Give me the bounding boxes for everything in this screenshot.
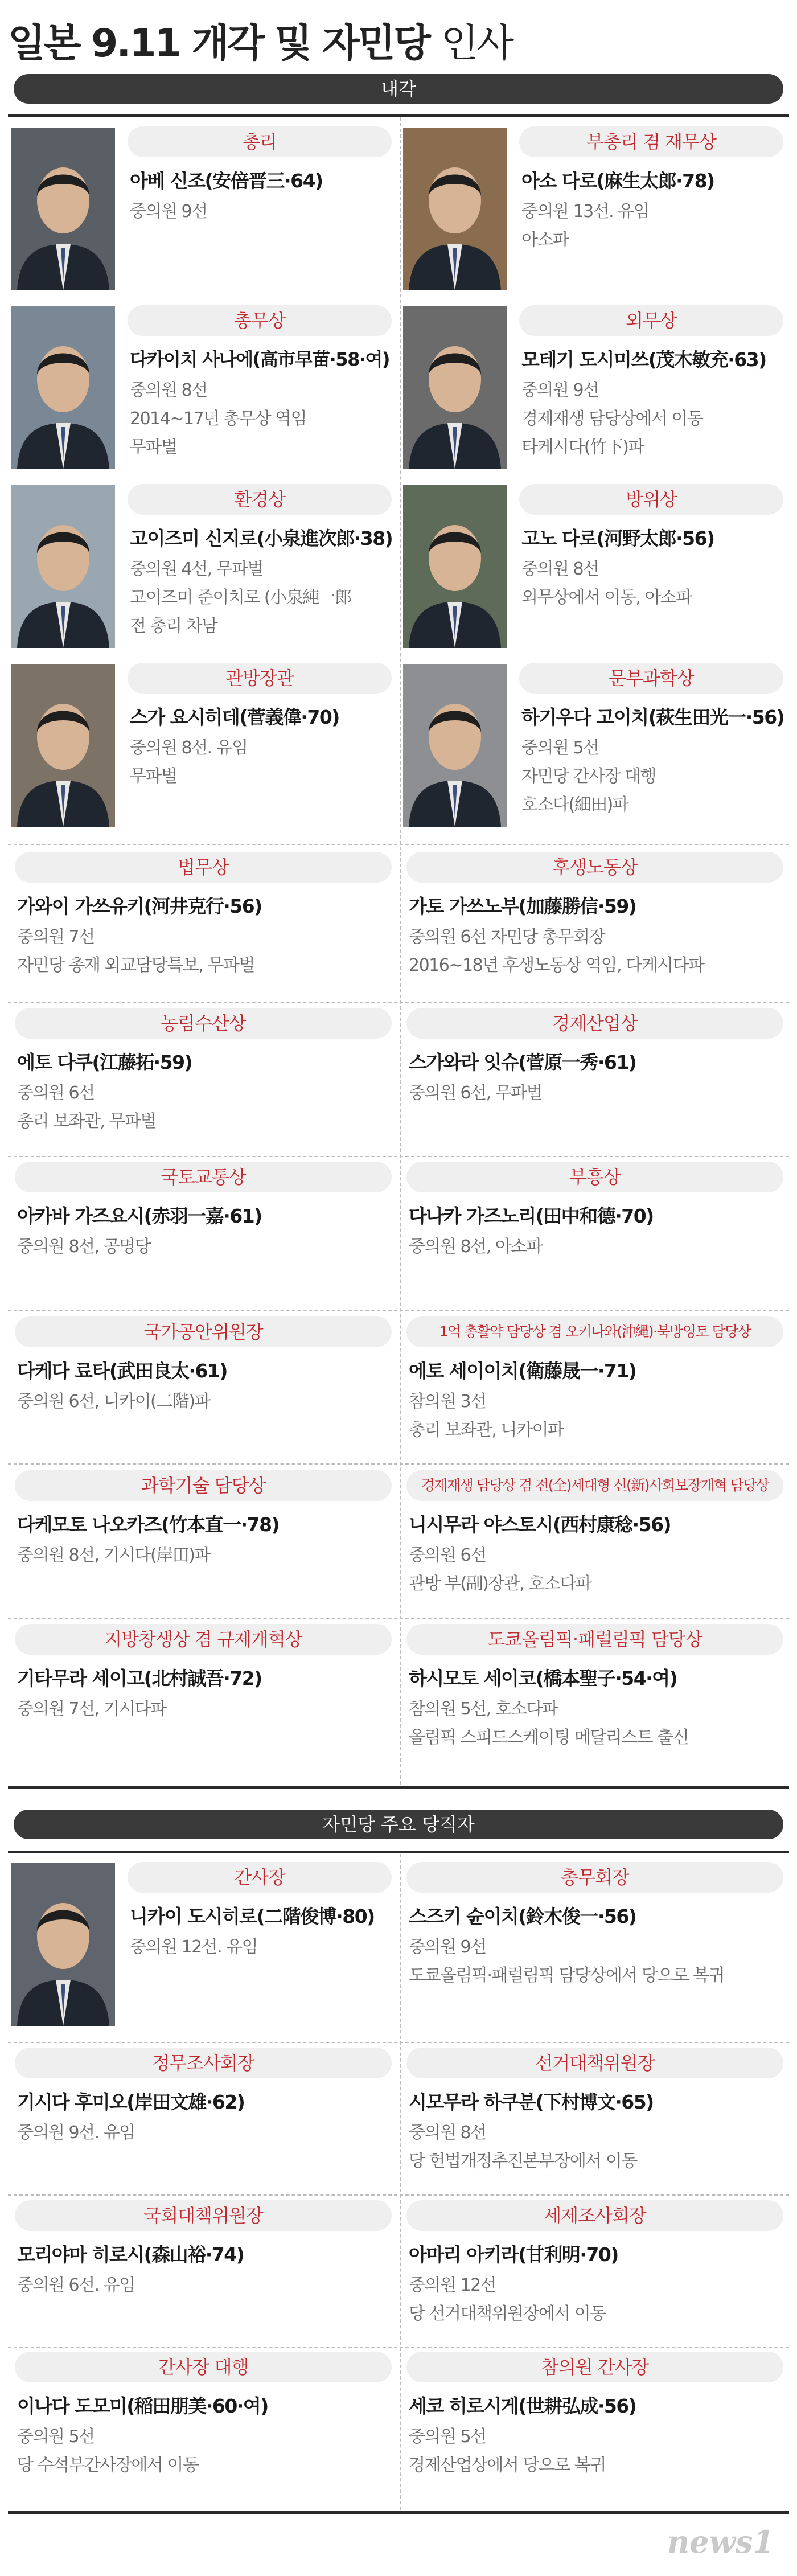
official-name: 하기우다 고이치(萩生田光一·56) (521, 706, 784, 728)
official-detail: 중의원 6선. 유임 (17, 2275, 135, 2295)
official-detail: 중의원 9선. 유임 (17, 2123, 135, 2143)
post-title: 경제재생 담당상 겸 전(全)세대형 신(新)사회보장개혁 담당상 (406, 1470, 783, 1501)
official-detail: 고이즈미 준이치로 (小泉純一郎 (130, 588, 351, 608)
official-name: 스가와라 잇슈(菅原一秀·61) (409, 1051, 636, 1073)
post-title: 외무상 (519, 305, 783, 336)
official-detail: 중의원 5선 (521, 738, 599, 758)
official-detail: 중의원 8선, 아소파 (409, 1237, 543, 1257)
official-card (8, 2352, 398, 2494)
official-card (400, 126, 790, 303)
portrait-photo (403, 485, 507, 648)
official-detail: 올림픽 스피드스케이팅 메달리스트 출신 (409, 1728, 689, 1748)
post-title: 국토교통상 (15, 1162, 392, 1192)
official-detail: 자민당 총재 외교담당특보, 무파벌 (17, 955, 254, 975)
row-divider (8, 1156, 789, 1157)
portrait-photo (11, 128, 115, 290)
official-card (400, 852, 790, 1001)
official-card (400, 1316, 790, 1459)
official-detail: 중의원 4선, 무파벌 (130, 559, 264, 579)
official-card (400, 2048, 790, 2190)
page-title: 일본 9.11 개각 및 자민당 인사 (8, 21, 513, 66)
official-detail: 자민당 간사장 대행 (521, 766, 656, 786)
official-name: 모리야마 히로시(森山裕·74) (17, 2243, 244, 2266)
official-detail: 호소다(細田)파 (521, 795, 628, 815)
official-detail: 중의원 7선 (17, 927, 95, 947)
official-card (400, 1470, 790, 1618)
row-divider (8, 1002, 789, 1003)
cabinet-top-rule (8, 114, 789, 117)
post-title: 환경상 (128, 484, 392, 515)
post-title: 총무회장 (406, 1862, 783, 1893)
row-divider (8, 2042, 789, 2043)
official-detail: 외무상에서 이동, 아소파 (521, 588, 692, 608)
row-divider (8, 1618, 789, 1619)
post-title: 국가공안위원장 (15, 1316, 392, 1347)
official-card (8, 2048, 398, 2190)
row-divider (8, 1463, 789, 1465)
official-card (400, 484, 790, 661)
official-name: 가토 가쓰노부(加藤勝信·59) (409, 895, 636, 917)
official-name: 아마리 아키라(甘利明·70) (409, 2243, 618, 2266)
post-title: 부총리 겸 재무상 (519, 126, 783, 157)
official-detail: 중의원 9선 (130, 202, 207, 221)
official-detail: 중의원 6선 (409, 1545, 486, 1565)
official-card (400, 1162, 790, 1305)
official-card (8, 305, 398, 482)
official-detail: 당 선거대책위원장에서 이동 (409, 2304, 606, 2324)
official-name: 니카이 도시히로(二階俊博·80) (130, 1905, 375, 1927)
official-detail: 무파벌 (130, 437, 177, 457)
official-name: 스가 요시히데(菅義偉·70) (130, 706, 339, 728)
official-name: 시모무라 하쿠분(下村博文·65) (409, 2091, 654, 2113)
official-name: 아카바 가즈요시(赤羽一嘉·61) (17, 1205, 262, 1227)
post-title: 총리 (128, 126, 392, 157)
official-card (8, 484, 398, 661)
news1-logo: news1 (667, 2524, 774, 2560)
official-card (8, 1008, 398, 1151)
official-detail: 전 총리 차남 (130, 616, 217, 636)
official-card (400, 2352, 790, 2494)
official-detail: 중의원 8선, 기시다(岸田)파 (17, 1545, 210, 1565)
official-detail: 중의원 8선 (409, 2123, 486, 2143)
official-card (8, 126, 398, 303)
post-title: 세제조사회장 (406, 2200, 783, 2231)
portrait-photo (11, 1863, 115, 2026)
portrait-photo (403, 128, 507, 290)
official-detail: 타케시다(竹下)파 (521, 437, 644, 457)
official-detail: 관방 부(副)장관, 호소다파 (409, 1574, 591, 1594)
post-title: 정무조사회장 (15, 2048, 392, 2078)
post-title: 과학기술 담당상 (15, 1470, 392, 1501)
official-detail: 아소파 (521, 230, 569, 250)
official-card (400, 1624, 790, 1777)
post-title: 부흥상 (406, 1162, 783, 1192)
official-detail: 참의원 5선, 호소다파 (409, 1699, 558, 1719)
official-card (8, 2200, 398, 2343)
official-detail: 무파벌 (130, 766, 177, 786)
post-title: 도쿄올림픽·패럴림픽 담당상 (406, 1624, 783, 1655)
post-title: 농림수산상 (15, 1008, 392, 1039)
official-detail: 중의원 12선 (409, 2275, 496, 2295)
portrait-photo (11, 485, 115, 648)
official-name: 다나카 가즈노리(田中和德·70) (409, 1205, 654, 1227)
official-card (8, 1316, 398, 1459)
post-title: 후생노동상 (406, 852, 783, 883)
official-name: 기타무라 세이고(北村誠吾·72) (17, 1667, 262, 1689)
official-name: 세코 히로시게(世耕弘成·56) (409, 2395, 636, 2417)
portrait-photo (403, 306, 507, 469)
official-name: 다케다 료타(武田良太·61) (17, 1360, 228, 1382)
official-name: 다케모토 나오카즈(竹本直一·78) (17, 1513, 280, 1536)
post-title: 1억 총활약 담당상 겸 오키나와(沖縄)·북방영토 담당상 (406, 1316, 783, 1347)
post-title: 관방장관 (128, 663, 392, 694)
official-detail: 당 헌법개정추진본부장에서 이동 (409, 2151, 637, 2171)
official-detail: 중의원 8선, 공명당 (17, 1237, 151, 1257)
official-detail: 2014~17년 총무상 역임 (130, 409, 307, 429)
official-detail: 중의원 7선, 기시다파 (17, 1699, 166, 1719)
portrait-photo (11, 664, 115, 827)
official-name: 기시다 후미오(岸田文雄·62) (17, 2091, 245, 2113)
official-detail: 중의원 5선 (409, 2427, 486, 2447)
row-divider (8, 2347, 789, 2348)
official-card (400, 305, 790, 482)
official-name: 가와이 가쓰유키(河井克行·56) (17, 895, 262, 917)
official-card (400, 1862, 790, 2038)
post-title: 총무상 (128, 305, 392, 336)
official-name: 아소 다로(麻生太郎·78) (521, 170, 714, 192)
official-detail: 중의원 6선 (17, 1083, 95, 1103)
post-title: 지방창생상 겸 규제개혁상 (15, 1624, 392, 1655)
official-detail: 중의원 5선 (17, 2427, 95, 2447)
official-card (400, 663, 790, 839)
official-card (8, 1862, 398, 2038)
cabinet-section-header: 내각 (14, 74, 783, 104)
post-title: 참의원 간사장 (406, 2352, 783, 2382)
portrait-photo (403, 664, 507, 827)
post-title: 경제산업상 (406, 1008, 783, 1039)
official-detail: 경제재생 담당상에서 이동 (521, 409, 703, 429)
official-card (8, 1470, 398, 1618)
official-detail: 경제산업상에서 당으로 복귀 (409, 2455, 606, 2475)
official-card (400, 2200, 790, 2343)
official-card (8, 663, 398, 839)
official-name: 에토 세이이치(衛藤晟一·71) (409, 1360, 636, 1382)
official-name: 모테기 도시미쓰(茂木敏充·63) (521, 348, 766, 371)
official-card (8, 1624, 398, 1777)
row-divider (8, 1310, 789, 1311)
portrait-photo (11, 306, 115, 469)
official-name: 이나다 도모미(稲田朋美·60·여) (17, 2395, 268, 2417)
official-detail: 중의원 6선, 무파벌 (409, 1083, 543, 1103)
official-name: 다카이치 사나에(高市早苗·58·여) (130, 348, 390, 370)
post-title: 법무상 (15, 852, 392, 883)
official-detail: 참의원 3선 (409, 1392, 486, 1412)
post-title: 문부과학상 (519, 663, 783, 694)
official-name: 에토 다쿠(江藤拓·59) (17, 1051, 192, 1073)
official-detail: 중의원 9선 (521, 380, 599, 400)
official-detail: 당 수석부간사장에서 이동 (17, 2455, 199, 2475)
official-name: 아베 신조(安倍晋三·64) (130, 170, 323, 192)
cabinet-bottom-rule (8, 1786, 789, 1789)
official-card (400, 1008, 790, 1151)
official-detail: 중의원 9선 (409, 1937, 486, 1957)
official-detail: 중의원 8선 (521, 559, 599, 579)
official-name: 스즈키 슌이치(鈴木俊一·56) (409, 1905, 636, 1927)
official-card (8, 1162, 398, 1305)
post-title: 방위상 (519, 484, 783, 515)
official-detail: 총리 보좌관, 무파벌 (17, 1111, 156, 1131)
post-title: 간사장 대행 (15, 2352, 392, 2382)
official-detail: 중의원 8선. 유임 (130, 738, 248, 758)
official-name: 하시모토 세이코(橋本聖子·54·여) (409, 1667, 677, 1689)
official-detail: 중의원 13선. 유임 (521, 202, 650, 221)
official-detail: 도쿄올림픽·패럴림픽 담당상에서 당으로 복귀 (409, 1966, 725, 1986)
post-title: 간사장 (128, 1862, 392, 1893)
row-divider (8, 2194, 789, 2196)
post-title: 선거대책위원장 (406, 2048, 783, 2078)
official-card (8, 852, 398, 1001)
party-top-rule (8, 1851, 789, 1853)
post-title: 국회대책위원장 (15, 2200, 392, 2231)
official-detail: 중의원 8선 (130, 380, 207, 400)
official-name: 고이즈미 신지로(小泉進次郎·38) (130, 527, 393, 549)
official-detail: 중의원 6선 자민당 총무회장 (409, 927, 605, 947)
official-detail: 총리 보좌관, 니카이파 (409, 1420, 564, 1440)
official-name: 고노 다로(河野太郎·56) (521, 527, 714, 549)
party-section-header: 자민당 주요 당직자 (14, 1810, 783, 1839)
official-detail: 중의원 12선. 유임 (130, 1937, 258, 1957)
official-detail: 2016~18년 후생노동상 역임, 다케시다파 (409, 955, 704, 975)
official-detail: 중의원 6선, 니카이(二階)파 (17, 1392, 210, 1412)
party-bottom-rule (8, 2511, 789, 2514)
row-divider (8, 844, 789, 845)
official-name: 니시무라 야스토시(西村康稔·56) (409, 1513, 671, 1536)
